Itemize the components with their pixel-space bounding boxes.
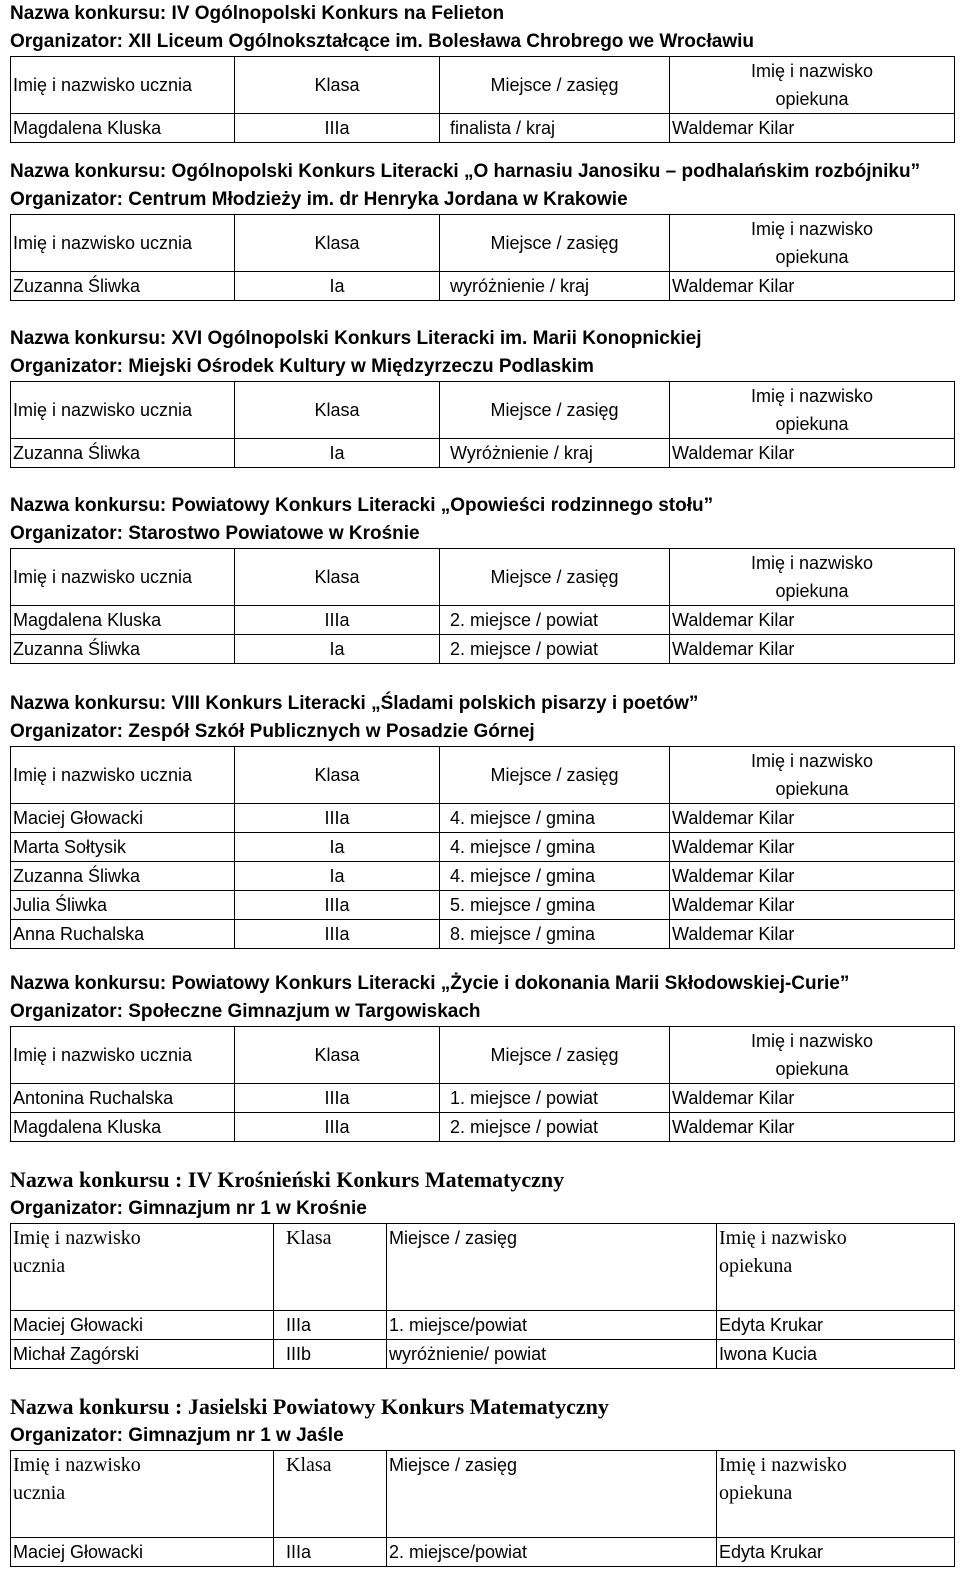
header-student-line1: Imię i nazwisko <box>13 1227 141 1249</box>
student-class: Ia <box>235 833 440 862</box>
header-teacher <box>717 1451 955 1538</box>
student-class: IIIa <box>235 114 440 143</box>
place-scope: 2. miejsce / powiat <box>440 635 670 664</box>
teacher-name: Waldemar Kilar <box>670 272 955 301</box>
results-table <box>10 746 955 949</box>
teacher-name: Edyta Krukar <box>717 1311 955 1340</box>
header-student <box>11 1451 274 1538</box>
teacher-name: Waldemar Kilar <box>670 439 955 468</box>
competition-section <box>10 158 955 301</box>
competition-section <box>10 970 955 1142</box>
header-class: Klasa <box>235 215 440 272</box>
competition-title: Nazwa konkursu: Ogólnopolski Konkurs Literacki „O harnasiu Janosiku – podhalańskim rozbójniku” <box>10 161 921 182</box>
student-class: IIIa <box>274 1538 387 1567</box>
table-header-row <box>11 1224 955 1311</box>
organizer-line: Organizator: Miejski Ośrodek Kultury w Międzyrzeczu Podlaskim <box>10 356 594 377</box>
header-class: Klasa <box>235 57 440 114</box>
teacher-name: Waldemar Kilar <box>670 920 955 949</box>
header-teacher-line1: Imię i nazwisko <box>719 1227 847 1249</box>
competition-section <box>10 492 955 664</box>
student-name: Zuzanna Śliwka <box>11 862 235 891</box>
header-class: Klasa <box>235 1027 440 1084</box>
teacher-name: Waldemar Kilar <box>670 1113 955 1142</box>
table-header-row <box>11 1451 955 1538</box>
header-place: Miejsce / zasięg <box>440 57 670 114</box>
table-row <box>11 1311 955 1340</box>
student-class: IIIa <box>235 1084 440 1113</box>
table-row <box>11 439 955 468</box>
competition-section <box>10 325 955 468</box>
place-scope: 1. miejsce/powiat <box>387 1311 717 1340</box>
student-name: Anna Ruchalska <box>11 920 235 949</box>
place-scope: 1. miejsce / powiat <box>440 1084 670 1113</box>
place-scope: Wyróżnienie / kraj <box>440 439 670 468</box>
table-row <box>11 833 955 862</box>
competition-title: Nazwa konkursu: IV Ogólnopolski Konkurs na Felieton <box>10 3 505 24</box>
competition-section <box>10 0 955 143</box>
table-row <box>11 1113 955 1142</box>
place-scope: 4. miejsce / gmina <box>440 804 670 833</box>
header-place: Miejsce / zasięg <box>387 1451 717 1538</box>
header-place: Miejsce / zasięg <box>440 215 670 272</box>
student-class: IIIa <box>235 804 440 833</box>
student-class: IIIa <box>235 891 440 920</box>
header-place: Miejsce / zasięg <box>440 549 670 606</box>
header-teacher <box>670 57 955 114</box>
table-row <box>11 891 955 920</box>
header-teacher-line1: Imię i nazwisko <box>750 386 874 406</box>
header-student <box>11 1224 274 1311</box>
student-name: Magdalena Kluska <box>11 606 235 635</box>
table-row <box>11 114 955 143</box>
student-name: Maciej Głowacki <box>11 1538 274 1567</box>
teacher-name: Waldemar Kilar <box>670 606 955 635</box>
results-table <box>10 381 955 468</box>
student-class: Ia <box>235 439 440 468</box>
place-scope: 8. miejsce / gmina <box>440 920 670 949</box>
competition-title: Nazwa konkursu : IV Krośnieński Konkurs Matematyczny <box>10 1167 565 1192</box>
table-row <box>11 920 955 949</box>
header-teacher-line1: Imię i nazwisko <box>750 219 874 239</box>
math-competition-section <box>10 1392 955 1567</box>
header-class: Klasa <box>235 382 440 439</box>
header-teacher-line1: Imię i nazwisko <box>750 1031 874 1051</box>
header-teacher-line2: opiekuna <box>719 1255 793 1277</box>
header-place: Miejsce / zasięg <box>387 1224 717 1311</box>
table-row <box>11 1084 955 1113</box>
teacher-name: Waldemar Kilar <box>670 862 955 891</box>
student-class: IIIa <box>235 920 440 949</box>
competition-title: Nazwa konkursu : Jasielski Powiatowy Konkurs Matematyczny <box>10 1394 609 1419</box>
table-row <box>11 862 955 891</box>
organizer-line: Organizator: Społeczne Gimnazjum w Targowiskach <box>10 1001 481 1022</box>
table-row <box>11 272 955 301</box>
student-name: Maciej Głowacki <box>11 804 235 833</box>
table-header-row <box>11 1027 955 1084</box>
place-scope: wyróżnienie/ powiat <box>387 1340 717 1369</box>
table-row <box>11 1340 955 1369</box>
teacher-name: Waldemar Kilar <box>670 891 955 920</box>
table-header-row <box>11 215 955 272</box>
header-teacher-line2: opiekuna <box>719 1482 793 1504</box>
student-name: Zuzanna Śliwka <box>11 272 235 301</box>
header-student: Imię i nazwisko ucznia <box>11 382 235 439</box>
student-name: Julia Śliwka <box>11 891 235 920</box>
teacher-name: Waldemar Kilar <box>670 114 955 143</box>
student-class: Ia <box>235 635 440 664</box>
student-class: Ia <box>235 862 440 891</box>
competition-title: Nazwa konkursu: Powiatowy Konkurs Literacki „Życie i dokonania Marii Skłodowskiej-Curie” <box>10 973 850 994</box>
header-student-line1: Imię i nazwisko <box>13 1454 141 1476</box>
student-name: Marta Sołtysik <box>11 833 235 862</box>
place-scope: wyróżnienie / kraj <box>440 272 670 301</box>
student-name: Zuzanna Śliwka <box>11 439 235 468</box>
header-student-line2: ucznia <box>13 1482 66 1504</box>
table-header-row <box>11 382 955 439</box>
header-place: Miejsce / zasięg <box>440 382 670 439</box>
organizer-line: Organizator: Zespół Szkół Publicznych w Posadzie Górnej <box>10 721 535 742</box>
student-class: IIIa <box>274 1311 387 1340</box>
header-teacher <box>670 382 955 439</box>
results-table <box>10 56 955 143</box>
place-scope: 5. miejsce / gmina <box>440 891 670 920</box>
header-place: Miejsce / zasięg <box>440 1027 670 1084</box>
place-scope: 2. miejsce / powiat <box>440 606 670 635</box>
header-teacher-line2: opiekuna <box>775 247 849 267</box>
header-teacher <box>717 1224 955 1311</box>
header-teacher <box>670 1027 955 1084</box>
teacher-name: Waldemar Kilar <box>670 804 955 833</box>
organizer-line: Organizator: Gimnazjum nr 1 w Jaśle <box>10 1425 344 1446</box>
competition-section <box>10 690 955 949</box>
student-name: Michał Zagórski <box>11 1340 274 1369</box>
header-student: Imię i nazwisko ucznia <box>11 549 235 606</box>
header-student: Imię i nazwisko ucznia <box>11 747 235 804</box>
header-teacher <box>670 747 955 804</box>
place-scope: 4. miejsce / gmina <box>440 833 670 862</box>
teacher-name: Edyta Krukar <box>717 1538 955 1567</box>
student-class: IIIa <box>235 1113 440 1142</box>
organizer-line: Organizator: XII Liceum Ogólnokształcące im. Bolesława Chrobrego we Wrocławiu <box>10 31 754 52</box>
table-row <box>11 635 955 664</box>
competition-title: Nazwa konkursu: VIII Konkurs Literacki „Śladami polskich pisarzy i poetów” <box>10 693 699 714</box>
header-class: Klasa <box>235 549 440 606</box>
student-class: IIIb <box>274 1340 387 1369</box>
header-teacher-line1: Imię i nazwisko <box>750 553 874 573</box>
teacher-name: Iwona Kucia <box>717 1340 955 1369</box>
student-name: Magdalena Kluska <box>11 1113 235 1142</box>
student-class: Ia <box>235 272 440 301</box>
student-name: Maciej Głowacki <box>11 1311 274 1340</box>
competition-title: Nazwa konkursu: Powiatowy Konkurs Literacki „Opowieści rodzinnego stołu” <box>10 495 714 516</box>
header-student: Imię i nazwisko ucznia <box>11 1027 235 1084</box>
header-student: Imię i nazwisko ucznia <box>11 57 235 114</box>
teacher-name: Waldemar Kilar <box>670 635 955 664</box>
place-scope: finalista / kraj <box>440 114 670 143</box>
table-header-row <box>11 549 955 606</box>
header-student: Imię i nazwisko ucznia <box>11 215 235 272</box>
header-class: Klasa <box>274 1451 387 1538</box>
table-header-row <box>11 747 955 804</box>
organizer-line: Organizator: Starostwo Powiatowe w Krośnie <box>10 523 420 544</box>
header-teacher-line1: Imię i nazwisko <box>719 1454 847 1476</box>
place-scope: 2. miejsce/powiat <box>387 1538 717 1567</box>
header-teacher-line2: opiekuna <box>775 581 849 601</box>
header-teacher <box>670 215 955 272</box>
header-teacher-line2: opiekuna <box>775 89 849 109</box>
header-place: Miejsce / zasięg <box>440 747 670 804</box>
header-teacher-line1: Imię i nazwisko <box>750 751 874 771</box>
results-table <box>10 1223 955 1369</box>
student-class: IIIa <box>235 606 440 635</box>
table-row <box>11 804 955 833</box>
student-name: Magdalena Kluska <box>11 114 235 143</box>
header-teacher-line2: opiekuna <box>775 1059 849 1079</box>
header-teacher-line1: Imię i nazwisko <box>750 61 874 81</box>
teacher-name: Waldemar Kilar <box>670 833 955 862</box>
place-scope: 4. miejsce / gmina <box>440 862 670 891</box>
results-table <box>10 214 955 301</box>
header-student-line2: ucznia <box>13 1255 66 1277</box>
math-competition-section <box>10 1165 955 1369</box>
results-table <box>10 1026 955 1142</box>
organizer-line: Organizator: Gimnazjum nr 1 w Krośnie <box>10 1198 367 1219</box>
teacher-name: Waldemar Kilar <box>670 1084 955 1113</box>
competition-title: Nazwa konkursu: XVI Ogólnopolski Konkurs Literacki im. Marii Konopnickiej <box>10 328 702 349</box>
header-teacher-line2: opiekuna <box>775 779 849 799</box>
header-class: Klasa <box>235 747 440 804</box>
table-row <box>11 606 955 635</box>
header-teacher-line2: opiekuna <box>775 414 849 434</box>
place-scope: 2. miejsce / powiat <box>440 1113 670 1142</box>
results-table <box>10 548 955 664</box>
table-header-row <box>11 57 955 114</box>
student-name: Antonina Ruchalska <box>11 1084 235 1113</box>
student-name: Zuzanna Śliwka <box>11 635 235 664</box>
table-row <box>11 1538 955 1567</box>
organizer-line: Organizator: Centrum Młodzieży im. dr Henryka Jordana w Krakowie <box>10 189 628 210</box>
header-teacher <box>670 549 955 606</box>
header-class: Klasa <box>274 1224 387 1311</box>
results-table <box>10 1450 955 1567</box>
